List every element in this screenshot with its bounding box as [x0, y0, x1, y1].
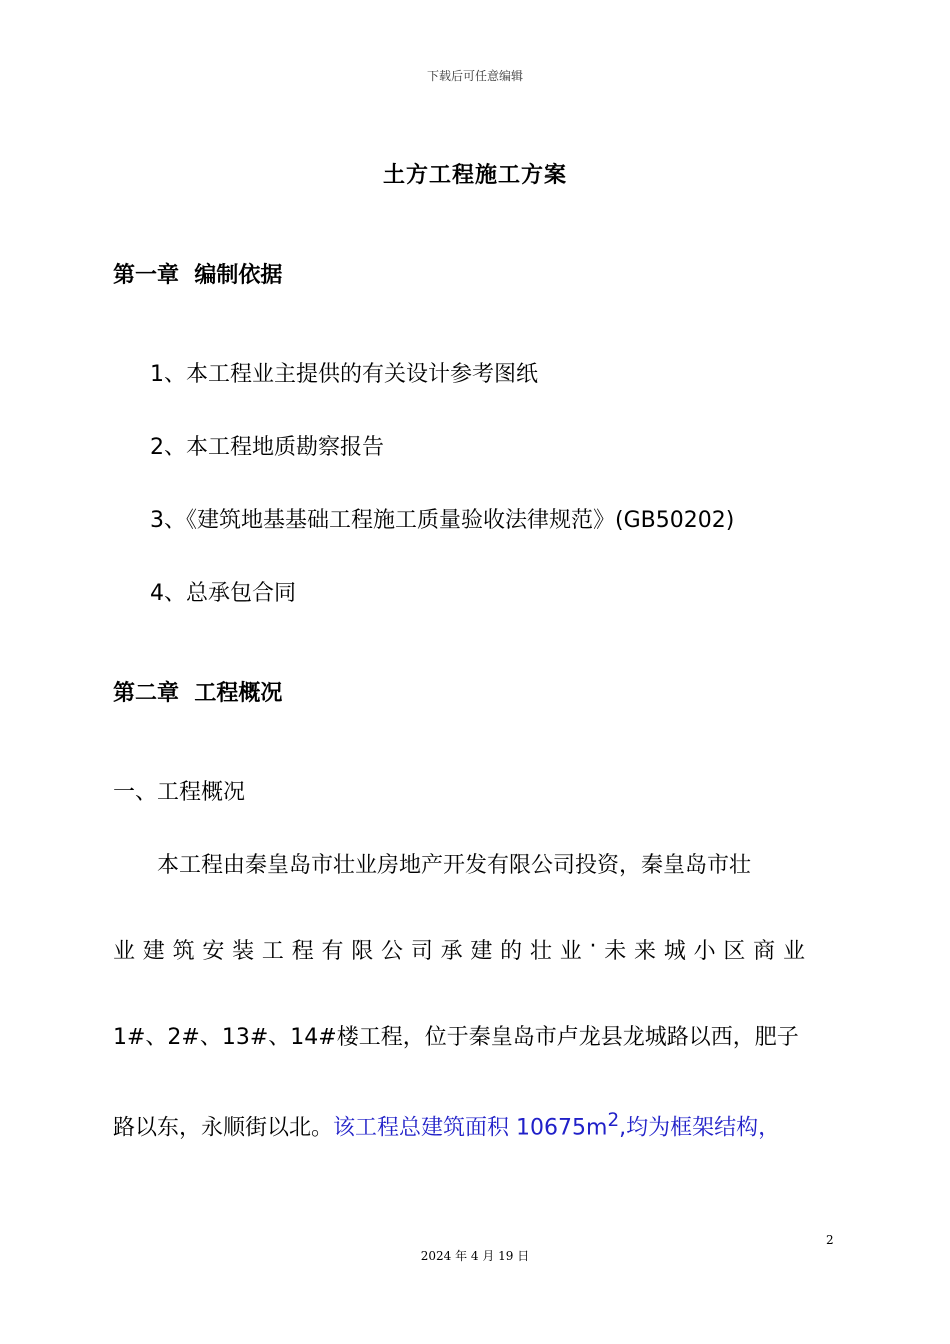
- document-title: 土方工程施工方案: [382, 163, 567, 188]
- paragraph-line-1: 本工程由秦皇岛市壮业房地产开发有限公司投资，秦皇岛市壮: [157, 853, 752, 878]
- basis-item-3: 3、《建筑地基基础工程施工质量验收法律规范》(GB50202): [150, 508, 735, 533]
- paragraph-line-2-char: 工: [261, 939, 284, 964]
- footer-date: 2024 年 4 月 19 日: [420, 1249, 530, 1263]
- basis-item-2: 2、本工程地质勘察报告: [150, 435, 384, 460]
- page-number: 2: [826, 1233, 834, 1247]
- chapter-2-heading: 第二章 工程概况: [113, 681, 283, 706]
- paragraph-line-4: [113, 1110, 805, 1141]
- paragraph-line-2-char: 限: [351, 939, 374, 964]
- paragraph-line-2: [113, 934, 805, 965]
- paragraph-line-2-char: 壮: [529, 939, 552, 964]
- paragraph-line-2-char: 装: [232, 939, 255, 964]
- paragraph-line-2-char: 来: [634, 939, 657, 964]
- paragraph-line-4-text: 路以东，永顺街以北。: [113, 1115, 334, 1141]
- paragraph-line-2-char: 小: [693, 939, 716, 964]
- paragraph-highlight-end: ,均为框架结构，: [619, 1115, 781, 1141]
- paragraph-line-2-char: 城: [663, 939, 686, 964]
- paragraph-line-2-char: 司: [410, 939, 433, 964]
- paragraph-line-2-char: 筑: [172, 939, 195, 964]
- paragraph-line-2-char: 承: [440, 939, 463, 964]
- paragraph-line-2-char: 的: [500, 939, 523, 964]
- paragraph-line-2-char: 业: [113, 939, 136, 964]
- paragraph-line-2-char: 有: [321, 939, 344, 964]
- paragraph-line-2-char: 建: [470, 939, 493, 964]
- paragraph-superscript: 2: [607, 1110, 620, 1131]
- section-heading: 一、工程概况: [113, 780, 246, 805]
- paragraph-line-2-char: 商: [753, 939, 776, 964]
- paragraph-line-2-char: ·: [589, 934, 597, 959]
- paragraph-line-2-char: 未: [604, 939, 627, 964]
- paragraph-line-2-char: 安: [202, 939, 225, 964]
- paragraph-highlight-text: 该工程总建筑面积 10675m: [333, 1115, 608, 1141]
- paragraph-line-2-char: 公: [381, 939, 404, 964]
- paragraph-line-2-char: 建: [142, 939, 165, 964]
- paragraph-line-2-char: 业: [782, 939, 805, 964]
- paragraph-line-3: 1#、2#、13#、14#楼工程，位于秦皇岛市卢龙县龙城路以西，肥子: [113, 1025, 799, 1050]
- paragraph-line-2-char: 程: [291, 939, 314, 964]
- paragraph-line-2-char: 区: [723, 939, 746, 964]
- basis-item-4: 4、总承包合同: [150, 581, 296, 606]
- paragraph-line-2-char: 业: [559, 939, 582, 964]
- header-note: 下载后可任意编辑: [426, 69, 523, 83]
- chapter-1-heading: 第一章 编制依据: [113, 263, 283, 288]
- basis-item-1: 1、本工程业主提供的有关设计参考图纸: [150, 362, 538, 387]
